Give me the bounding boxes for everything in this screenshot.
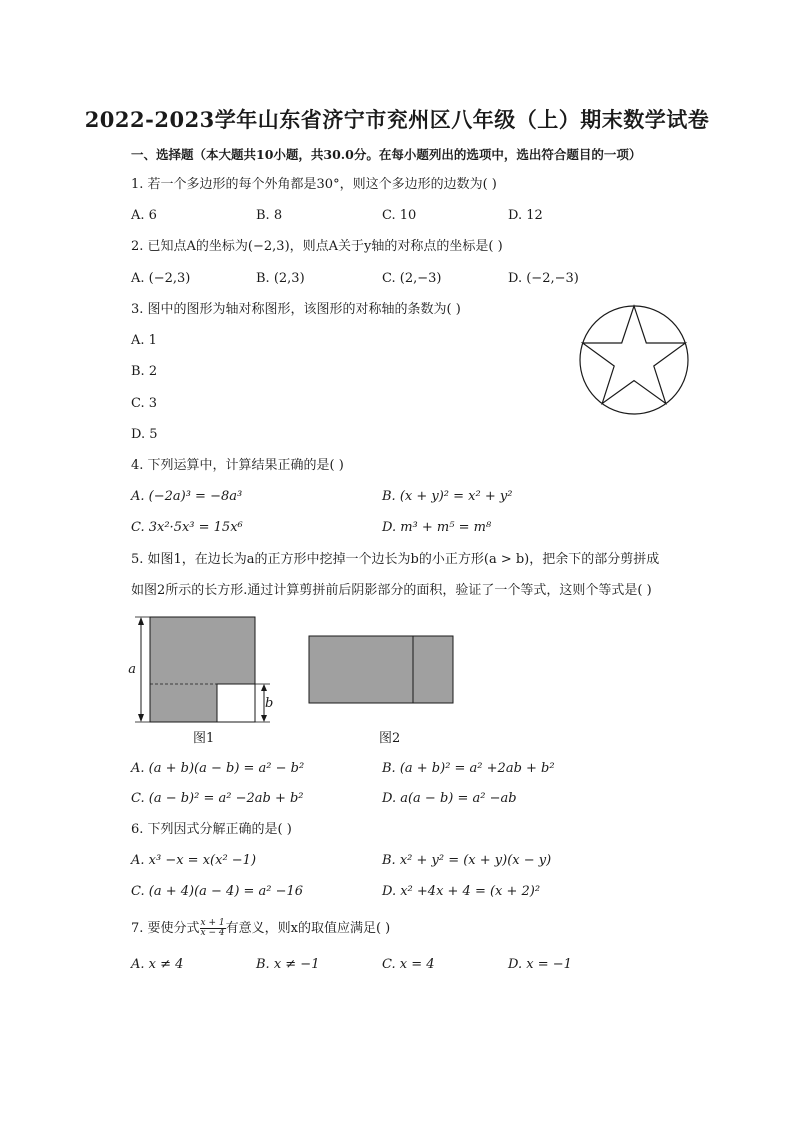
page-title: 2022-2023学年山东省济宁市兖州区八年级（上）期末数学试卷 — [84, 107, 710, 132]
question-5-option-b[interactable]: B. (a + b)² = a² +2ab + b² — [382, 761, 555, 776]
figure-1-caption: 图1 — [193, 731, 215, 746]
figure-1 — [128, 614, 278, 726]
figure-1-small-square — [217, 684, 255, 722]
question-3-option-d[interactable]: D. 5 — [131, 427, 158, 442]
question-7-stem-before: 7. 要使分式 — [131, 921, 200, 936]
question-3-option-a[interactable]: A. 1 — [131, 333, 157, 348]
question-4-stem: 4. 下列运算中，计算结果正确的是( ) — [131, 458, 344, 473]
figure-1-label-b: b — [265, 696, 274, 711]
question-6-stem: 6. 下列因式分解正确的是( ) — [131, 822, 292, 837]
question-5-option-d[interactable]: D. a(a − b) = a² −ab — [382, 791, 517, 806]
question-6-option-d[interactable]: D. x² +4x + 4 = (x + 2)² — [382, 884, 541, 899]
question-6-option-c[interactable]: C. (a + 4)(a − 4) = a² −16 — [131, 884, 304, 899]
question-2-option-c[interactable]: C. (2,−3) — [382, 271, 442, 286]
figure-star — [583, 306, 686, 404]
question-7-option-b[interactable]: B. x ≠ −1 — [256, 957, 320, 972]
question-1-option-c[interactable]: C. 10 — [382, 208, 417, 223]
figure-2 — [307, 634, 455, 706]
question-5-stem-line1: 5. 如图1，在边长为a的正方形中挖掉一个边长为b的小正方形(a > b)，把余下的部分剪拼成 — [131, 552, 660, 567]
question-1-stem: 1. 若一个多边形的每个外角都是30°，则这个多边形的边数为( ) — [131, 177, 497, 192]
figure-2-rectangle — [309, 636, 453, 703]
star-in-circle-figure — [576, 303, 692, 417]
figure-2-caption: 图2 — [379, 731, 401, 746]
question-1-option-a[interactable]: A. 6 — [131, 208, 157, 223]
fraction-denominator: x − 4 — [200, 928, 225, 938]
question-2-stem: 2. 已知点A的坐标为(−2,3)，则点A关于y轴的对称点的坐标是( ) — [131, 239, 503, 254]
question-7-option-d[interactable]: D. x = −1 — [508, 957, 572, 972]
question-3-option-c[interactable]: C. 3 — [131, 396, 158, 411]
figure-1-label-a: a — [128, 662, 136, 677]
question-7-stem — [131, 919, 390, 938]
question-2-option-a[interactable]: A. (−2,3) — [131, 271, 191, 286]
question-4-option-d[interactable]: D. m³ + m⁵ = m⁸ — [382, 520, 492, 535]
question-3-option-b[interactable]: B. 2 — [131, 364, 158, 379]
question-4-option-c[interactable]: C. 3x²·5x³ = 15x⁶ — [131, 520, 243, 535]
figure-circle — [580, 306, 688, 414]
question-5-option-a[interactable]: A. (a + b)(a − b) = a² − b² — [131, 761, 305, 776]
question-7-option-c[interactable]: C. x = 4 — [382, 957, 435, 972]
question-2-option-b[interactable]: B. (2,3) — [256, 271, 305, 286]
question-1-option-b[interactable]: B. 8 — [256, 208, 283, 223]
question-7-stem-after: 有意义，则x的取值应满足( ) — [225, 921, 391, 936]
question-4-option-b[interactable]: B. (x + y)² = x² + y² — [382, 489, 513, 504]
question-6-option-b[interactable]: B. x² + y² = (x + y)(x − y) — [382, 853, 552, 868]
question-6-option-a[interactable]: A. x³ −x = x(x² −1) — [131, 853, 257, 868]
question-5-stem-line2: 如图2所示的长方形.通过计算剪拼前后阴影部分的面积，验证了一个等式，这则个等式是( ) — [131, 583, 652, 598]
question-4-option-a[interactable]: A. (−2a)³ = −8a³ — [131, 489, 243, 504]
question-5-option-c[interactable]: C. (a − b)² = a² −2ab + b² — [131, 791, 304, 806]
question-7-option-a[interactable]: A. x ≠ 4 — [131, 957, 184, 972]
fraction-numerator: x + 1 — [200, 918, 225, 928]
question-2-option-d[interactable]: D. (−2,−3) — [508, 271, 579, 286]
question-7-fraction — [200, 919, 226, 938]
question-1-option-d[interactable]: D. 12 — [508, 208, 543, 223]
section-heading: 一、选择题（本大题共10小题，共30.0分。在每小题列出的选项中，选出符合题目的一项） — [131, 147, 642, 162]
question-3-stem: 3. 图中的图形为轴对称图形，该图形的对称轴的条数为( ) — [131, 302, 461, 317]
